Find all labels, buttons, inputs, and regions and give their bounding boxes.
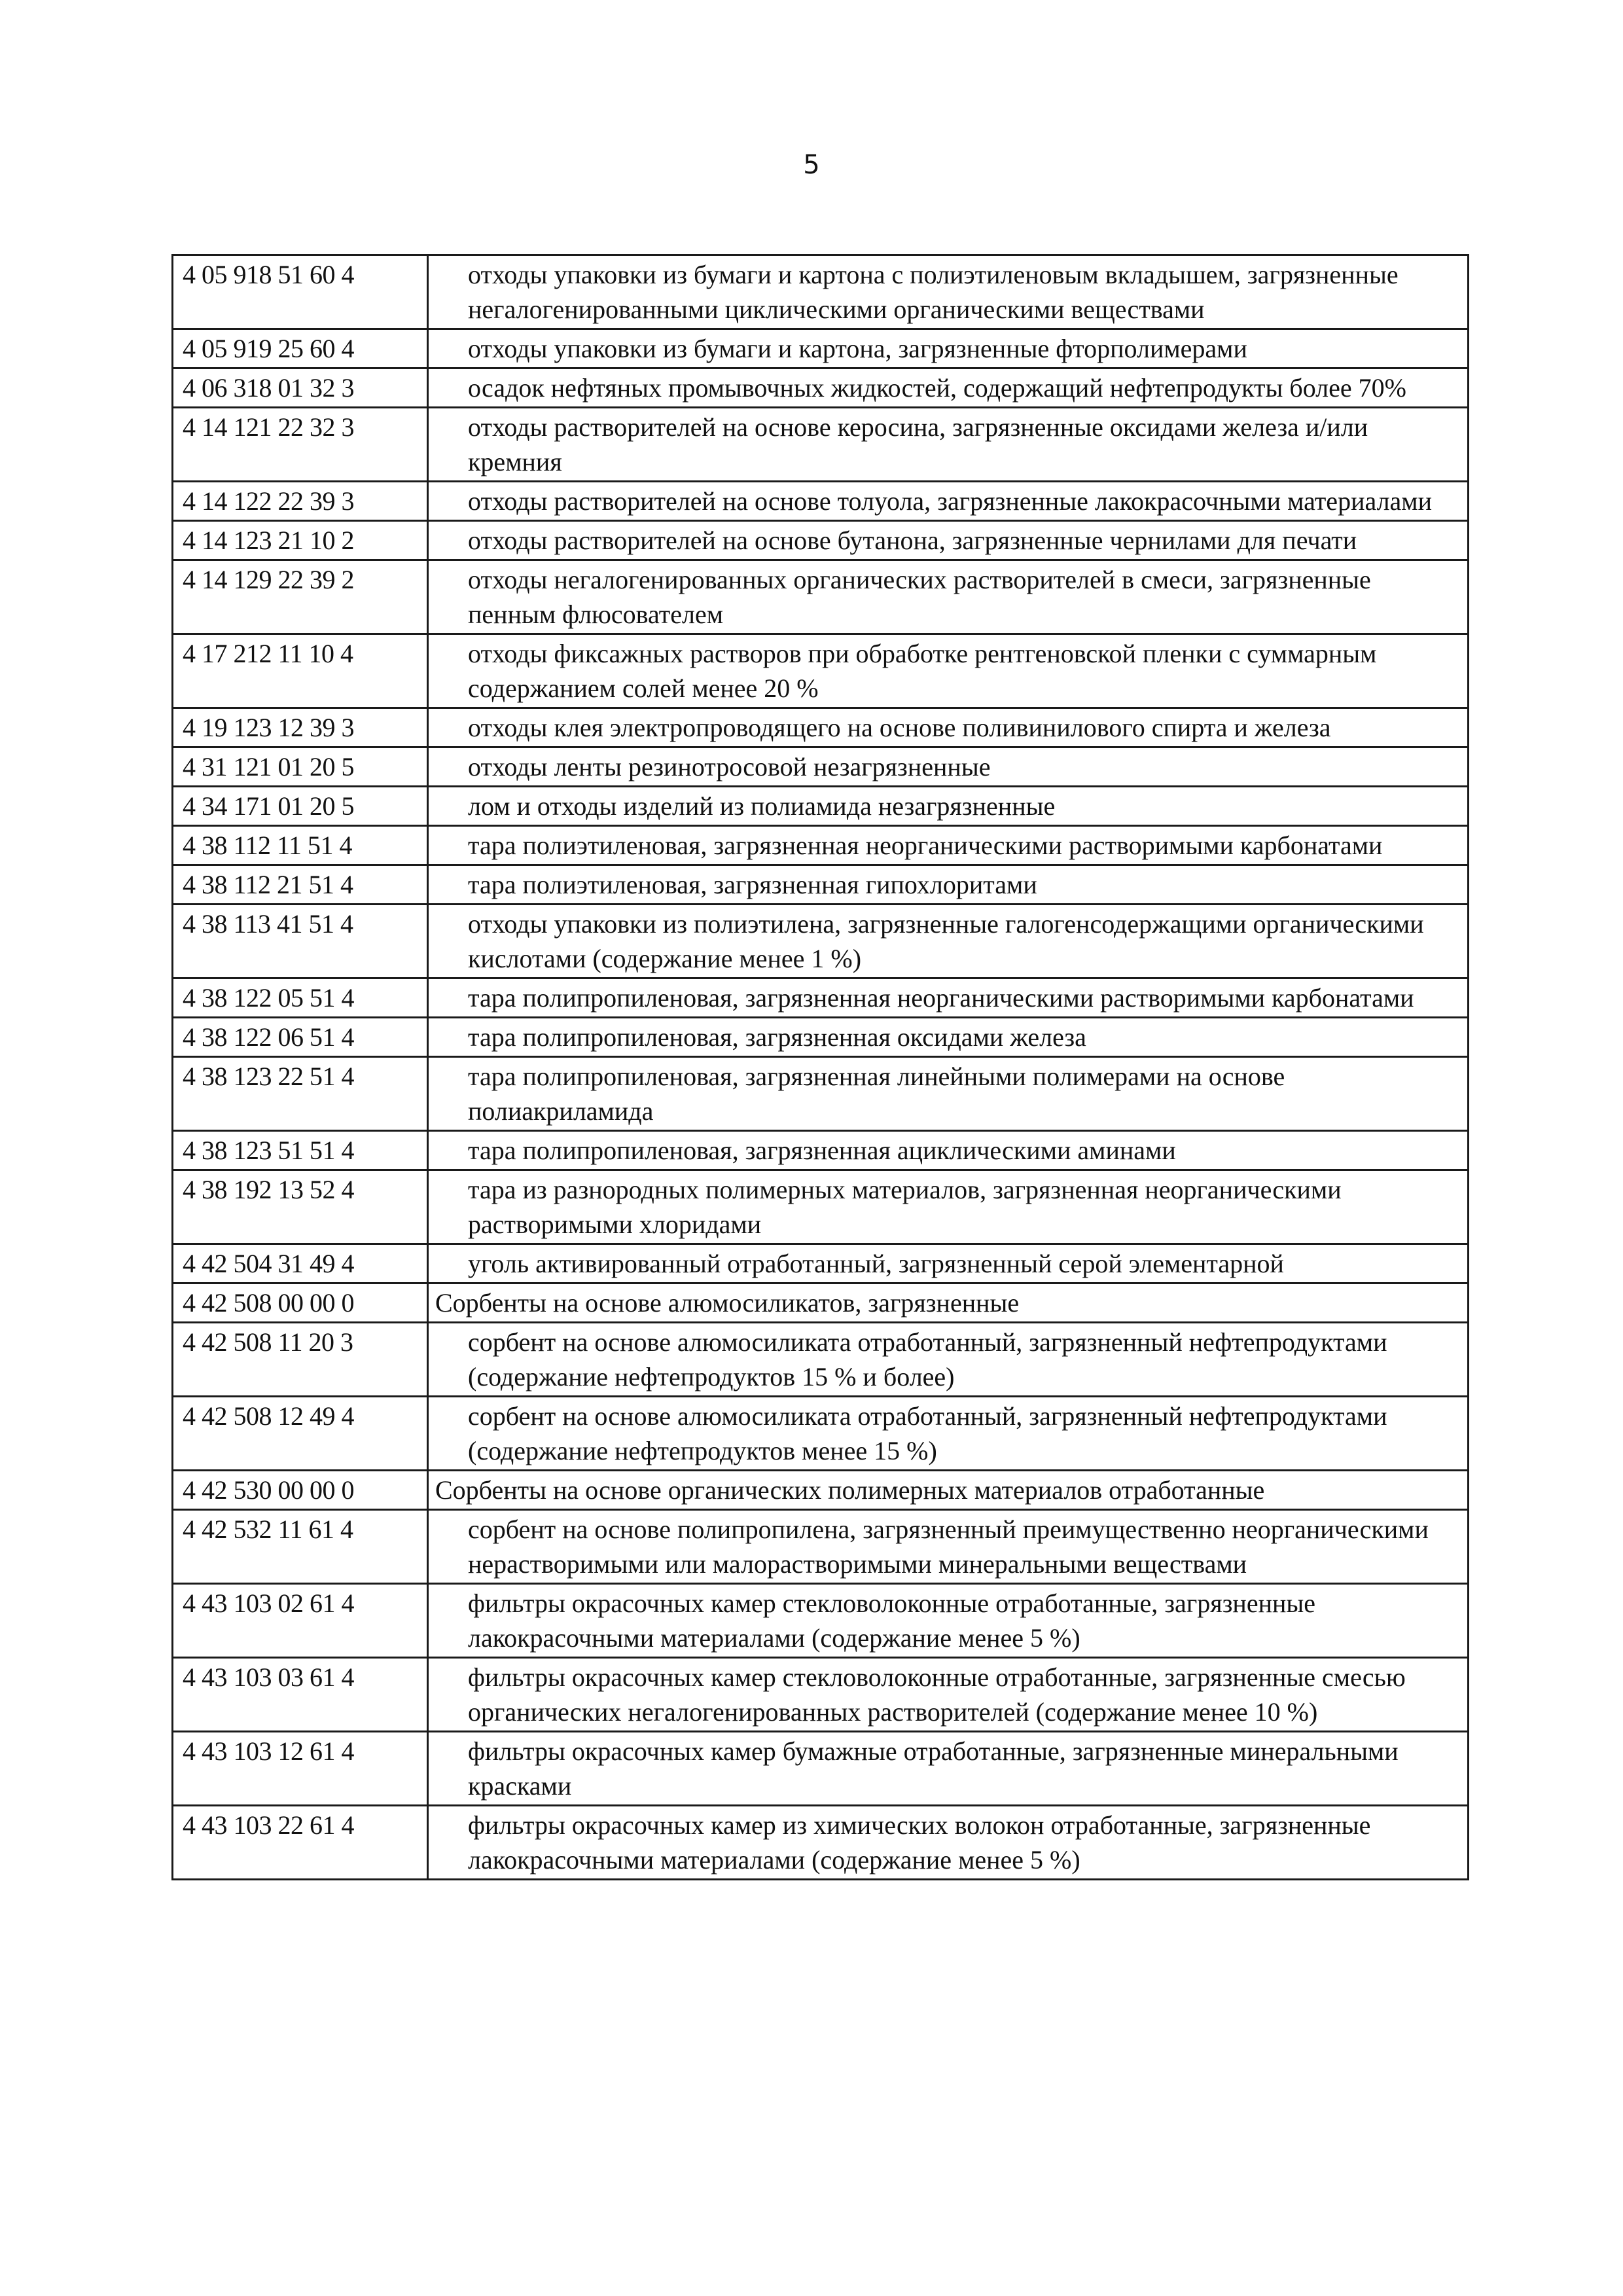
table-row (173, 1323, 1469, 1397)
table-row (173, 560, 1469, 634)
waste-code-cell: 4 05 919 25 60 4 (173, 329, 428, 368)
table-row (173, 1397, 1469, 1471)
waste-code-cell: 4 42 532 11 61 4 (173, 1510, 428, 1584)
waste-description-cell: сорбент на основе алюмосиликата отработанный, загрязненный нефтепродуктами (содержание нефтепродуктов менее 15 %) (428, 1397, 1469, 1471)
waste-code-cell: 4 38 192 13 52 4 (173, 1170, 428, 1244)
waste-description-cell: отходы упаковки из полиэтилена, загрязненные галогенсодержащими органическими кислотами (содержание менее 1 %) (428, 905, 1469, 978)
waste-code-cell: 4 31 121 01 20 5 (173, 747, 428, 787)
waste-description-cell: тара полиэтиленовая, загрязненная гипохлоритами (428, 865, 1469, 905)
waste-code-cell: 4 17 212 11 10 4 (173, 634, 428, 708)
table-row (173, 1658, 1469, 1732)
table-row (173, 329, 1469, 368)
waste-description-cell: фильтры окрасочных камер стекловолоконные отработанные, загрязненные лакокрасочными материалами (содержание менее 5 %) (428, 1584, 1469, 1658)
table-row (173, 1584, 1469, 1658)
table-row (173, 1057, 1469, 1131)
waste-description-cell: отходы клея электропроводящего на основе поливинилового спирта и железа (428, 708, 1469, 747)
table-body (173, 255, 1469, 1880)
table-group-row (173, 1471, 1469, 1510)
waste-code-cell: 4 42 508 12 49 4 (173, 1397, 428, 1471)
waste-description-cell: отходы фиксажных растворов при обработке рентгеновской пленки с суммарным содержанием солей менее 20 % (428, 634, 1469, 708)
waste-code-cell: 4 38 122 06 51 4 (173, 1018, 428, 1057)
waste-description-cell: отходы негалогенированных органических растворителей в смеси, загрязненные пенным флюсователем (428, 560, 1469, 634)
waste-code-cell: 4 38 123 51 51 4 (173, 1131, 428, 1170)
waste-description-cell: Сорбенты на основе алюмосиликатов, загрязненные (428, 1283, 1469, 1323)
table-row (173, 708, 1469, 747)
waste-code-cell: 4 42 504 31 49 4 (173, 1244, 428, 1283)
waste-description-cell: отходы упаковки из бумаги и картона с полиэтиленовым вкладышем, загрязненные негалогенированными циклическими органическими веществами (428, 255, 1469, 329)
waste-code-cell: 4 42 508 00 00 0 (173, 1283, 428, 1323)
waste-code-cell: 4 34 171 01 20 5 (173, 787, 428, 826)
waste-code-cell: 4 43 103 12 61 4 (173, 1732, 428, 1806)
waste-description-cell: сорбент на основе алюмосиликата отработанный, загрязненный нефтепродуктами (содержание нефтепродуктов 15 % и более) (428, 1323, 1469, 1397)
waste-description-cell: отходы ленты резинотросовой незагрязненные (428, 747, 1469, 787)
waste-code-cell: 4 14 121 22 32 3 (173, 408, 428, 482)
waste-description-cell: тара из разнородных полимерных материалов, загрязненная неорганическими растворимыми хлоридами (428, 1170, 1469, 1244)
table-row (173, 1131, 1469, 1170)
waste-code-cell: 4 14 123 21 10 2 (173, 521, 428, 560)
table-row (173, 634, 1469, 708)
waste-description-cell: отходы растворителей на основе керосина, загрязненные оксидами железа и/или кремния (428, 408, 1469, 482)
table-row (173, 865, 1469, 905)
table-row (173, 1806, 1469, 1880)
waste-description-cell: Сорбенты на основе органических полимерных материалов отработанные (428, 1471, 1469, 1510)
table-row (173, 1018, 1469, 1057)
table-row (173, 482, 1469, 521)
table-row (173, 1510, 1469, 1584)
waste-code-cell: 4 19 123 12 39 3 (173, 708, 428, 747)
waste-description-cell: лом и отходы изделий из полиамида незагрязненные (428, 787, 1469, 826)
table-row (173, 905, 1469, 978)
waste-description-cell: уголь активированный отработанный, загрязненный серой элементарной (428, 1244, 1469, 1283)
table-row (173, 1170, 1469, 1244)
waste-description-cell: тара полиэтиленовая, загрязненная неорганическими растворимыми карбонатами (428, 826, 1469, 865)
waste-description-cell: тара полипропиленовая, загрязненная линейными полимерами на основе полиакриламида (428, 1057, 1469, 1131)
table-row (173, 978, 1469, 1018)
waste-description-cell: отходы упаковки из бумаги и картона, загрязненные фторполимерами (428, 329, 1469, 368)
table-row (173, 1244, 1469, 1283)
waste-description-cell: отходы растворителей на основе толуола, загрязненные лакокрасочными материалами (428, 482, 1469, 521)
waste-code-cell: 4 06 318 01 32 3 (173, 368, 428, 408)
waste-description-cell: фильтры окрасочных камер из химических волокон отработанные, загрязненные лакокрасочными материалами (содержание менее 5 %) (428, 1806, 1469, 1880)
waste-code-cell: 4 43 103 02 61 4 (173, 1584, 428, 1658)
table-row (173, 521, 1469, 560)
table-row (173, 826, 1469, 865)
waste-code-cell: 4 43 103 03 61 4 (173, 1658, 428, 1732)
waste-code-cell: 4 42 508 11 20 3 (173, 1323, 428, 1397)
waste-code-cell: 4 43 103 22 61 4 (173, 1806, 428, 1880)
waste-code-cell: 4 38 112 11 51 4 (173, 826, 428, 865)
waste-description-cell: сорбент на основе полипропилена, загрязненный преимущественно неорганическими нерастворимыми или малорастворимыми минеральными веществами (428, 1510, 1469, 1584)
waste-code-cell: 4 14 122 22 39 3 (173, 482, 428, 521)
waste-description-cell: осадок нефтяных промывочных жидкостей, содержащий нефтепродукты более 70% (428, 368, 1469, 408)
waste-code-cell: 4 38 112 21 51 4 (173, 865, 428, 905)
waste-code-cell: 4 14 129 22 39 2 (173, 560, 428, 634)
waste-description-cell: фильтры окрасочных камер бумажные отработанные, загрязненные минеральными красками (428, 1732, 1469, 1806)
waste-description-cell: тара полипропиленовая, загрязненная ациклическими аминами (428, 1131, 1469, 1170)
table-row (173, 255, 1469, 329)
waste-code-cell: 4 05 918 51 60 4 (173, 255, 428, 329)
waste-code-cell: 4 42 530 00 00 0 (173, 1471, 428, 1510)
table-row (173, 747, 1469, 787)
waste-description-cell: фильтры окрасочных камер стекловолоконные отработанные, загрязненные смесью органических негалогенированных растворителей (содержание менее 10 %) (428, 1658, 1469, 1732)
waste-description-cell: тара полипропиленовая, загрязненная неорганическими растворимыми карбонатами (428, 978, 1469, 1018)
waste-description-cell: тара полипропиленовая, загрязненная оксидами железа (428, 1018, 1469, 1057)
table-row (173, 1732, 1469, 1806)
table-row (173, 368, 1469, 408)
table-group-row (173, 1283, 1469, 1323)
page-number: 5 (803, 150, 820, 180)
waste-code-cell: 4 38 113 41 51 4 (173, 905, 428, 978)
waste-classification-table (171, 254, 1469, 1880)
table-row (173, 408, 1469, 482)
waste-code-cell: 4 38 123 22 51 4 (173, 1057, 428, 1131)
table-row (173, 787, 1469, 826)
waste-description-cell: отходы растворителей на основе бутанона, загрязненные чернилами для печати (428, 521, 1469, 560)
waste-code-cell: 4 38 122 05 51 4 (173, 978, 428, 1018)
